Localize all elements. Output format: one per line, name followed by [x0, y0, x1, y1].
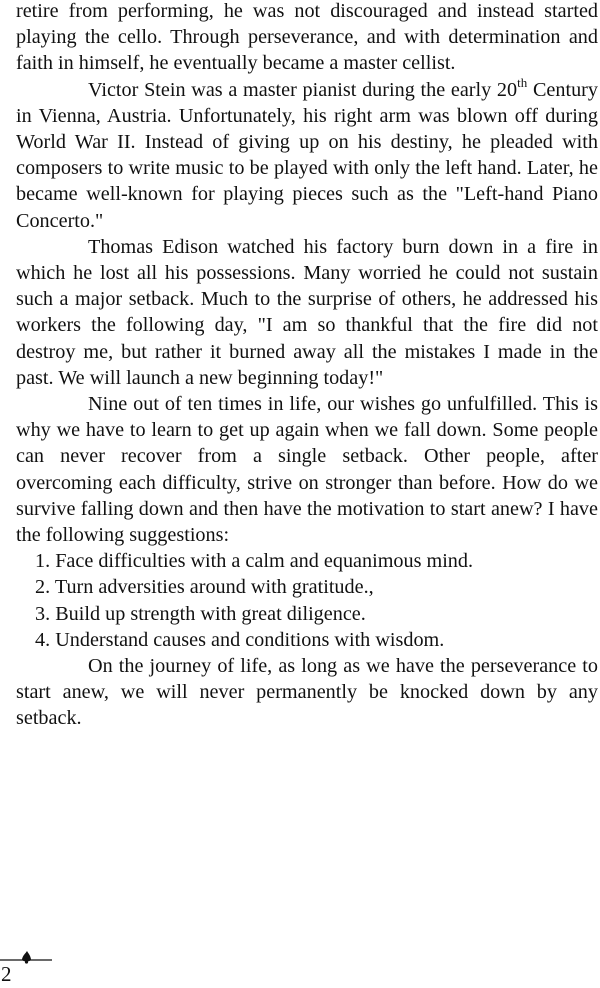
- list-item: [16, 574, 598, 600]
- suggestions-list: [16, 548, 598, 653]
- list-item: [16, 548, 598, 574]
- list-item-text: Understand causes and conditions with wisdom.: [55, 628, 445, 651]
- stein-text-end: Century in Vienna, Austria. Unfortunately, his right arm was blown off during World War II. Instead of giving up on his destiny, he pleaded with composers to write music to be played with only the left hand. Later, he became well-known for playing pieces such as the "Left-hand Piano Concerto.": [16, 78, 598, 232]
- list-item-number: 3.: [35, 602, 51, 625]
- page-footer: [0, 951, 80, 988]
- page-number: 2: [1, 962, 12, 986]
- list-item-number: 4.: [35, 628, 51, 651]
- paragraph-victor-stein: [16, 74, 598, 234]
- list-item-number: 1.: [35, 550, 51, 573]
- paragraph-cello: retire from performing, he was not discouraged and instead started playing the cello. Through perseverance, and with determination and faith in himself, he eventually became a master cellist.: [16, 0, 598, 75]
- stein-superscript: th: [517, 74, 528, 90]
- list-item: [16, 601, 598, 627]
- paragraph-setbacks: Nine out of ten times in life, our wishes go unfulfilled. This is why we have to learn to get up again when we fall down. Some people can never recover from a single setback. Other people, after overcoming each difficulty, strive on stronger than before. How do we survive falling down and then have the motivation to start anew? I have the following suggestions:: [16, 393, 598, 547]
- list-item-text: Face difficulties with a calm and equanimous mind.: [55, 550, 474, 573]
- paragraph-conclusion: On the journey of life, as long as we have the perseverance to start anew, we will never permanently be knocked down by any setback.: [16, 655, 598, 730]
- list-item-text: Turn adversities around with gratitude.,: [54, 576, 374, 599]
- paragraph-edison: Thomas Edison watched his factory burn down in a fire in which he lost all his possessions. Many worried he could not sustain such a major setback. Much to the surprise of others, he addressed his workers the following day, "I am so thankful that the fire did not destroy me, but rather it burned away all the mistakes I made in the past. We will launch a new beginning today!": [16, 235, 598, 389]
- list-item: [16, 627, 598, 653]
- list-item-number: 2.: [35, 576, 51, 599]
- page-body: [16, 0, 598, 732]
- stein-text-start: Victor Stein was a master pianist during the early 20: [88, 78, 518, 101]
- list-item-text: Build up strength with great diligence.: [55, 602, 366, 625]
